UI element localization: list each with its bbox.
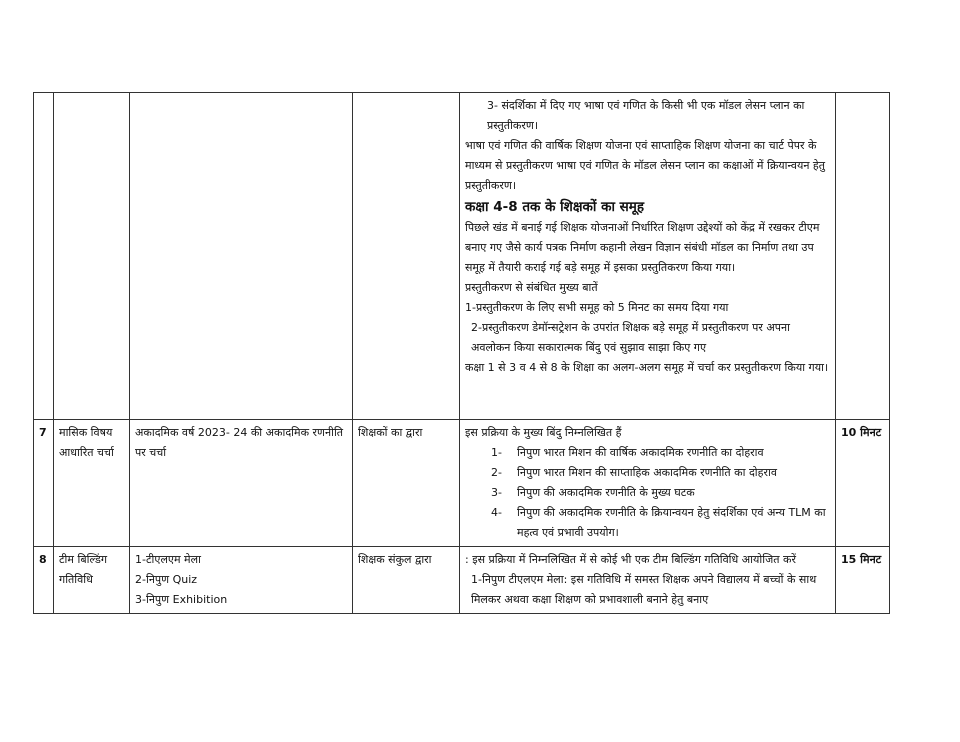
duration: 15 मिनट <box>836 547 890 614</box>
cell-by <box>353 93 460 420</box>
cell-content <box>130 93 353 420</box>
point-1: 1-प्रस्तुतीकरण के लिए सभी समूह को 5 मिनट का समय दिया गया <box>465 301 729 314</box>
schedule-table <box>33 92 890 614</box>
cell-process <box>460 93 836 420</box>
group-heading: कक्षा 4-8 तक के शिक्षकों का समूह <box>465 199 645 215</box>
activity-name: मासिक विषय आधारित चर्चा <box>54 420 130 547</box>
activity-content <box>130 547 353 614</box>
conducted-by: शिक्षकों का द्वारा <box>353 420 460 547</box>
cell-activity <box>54 93 130 420</box>
list-item: 1- निपुण भारत मिशन की वार्षिक अकादमिक रणनीति का दोहराव <box>491 446 764 459</box>
conducted-by: शिक्षक संकुल द्वारा <box>353 547 460 614</box>
cell-time <box>836 93 890 420</box>
model-lesson-line: 3- संदर्शिका में दिए गए भाषा एवं गणित के किसी भी एक मॉडल लेसन प्लान का प्रस्तुतीकरण। <box>487 99 805 132</box>
annual-plan-line: भाषा एवं गणित की वार्षिक शिक्षण योजना एवं साप्ताहिक शिक्षण योजना का चार्ट पेपर के माध्यम से प्रस्तुतीकरण भाषा एवं गणित के मॉडल लेसन प्लान का कक्षाओं में क्रियान्वयन हेतु प्रस्तुतीकरण। <box>465 139 826 192</box>
point-3: कक्षा 1 से 3 व 4 से 8 के शिक्षा का अलग-अलग समूह में चर्चा कर प्रस्तुतीकरण किया गया। <box>465 361 829 374</box>
point-2: 2-प्रस्तुतीकरण डेमॉन्सट्रेशन के उपरांत शिक्षक बड़े समूह में प्रस्तुतीकरण पर अपना अवलोकन किया सकारात्मक बिंदु एवं सुझाव साझा किए गए <box>471 321 790 354</box>
process-intro: : इस प्रक्रिया में निम्नलिखित में से कोई भी एक टीम बिल्डिंग गतिविधि आयोजित करें <box>465 553 796 566</box>
item-tlm-fair: 1-टीएलएम मेला <box>135 553 201 566</box>
process-description: 1-निपुण टीएलएम मेला: इस गतिविधि में समस्त शिक्षक अपने विद्यालय में बच्चों के साथ मिलकर अथवा कक्षा शिक्षण को प्रभावशाली बनाने हेतु बनाए <box>471 573 817 606</box>
item-quiz: 2-निपुण Quiz <box>135 573 198 586</box>
table-row <box>34 420 890 547</box>
points-title: प्रस्तुतीकरण से संबंधित मुख्य बातें <box>465 281 598 294</box>
cell-no <box>34 93 54 420</box>
process-cell <box>460 547 836 614</box>
process-intro: इस प्रक्रिया के मुख्य बिंदु निम्नलिखित हैं <box>465 426 622 439</box>
process-points <box>465 443 830 543</box>
table-row <box>34 547 890 614</box>
list-item: 2- निपुण भारत मिशन की साप्ताहिक अकादमिक रणनीति का दोहराव <box>491 466 777 479</box>
row-number: 7 <box>34 420 54 547</box>
list-item: 4- निपुण की अकादमिक रणनीति के क्रियान्वयन हेतु संदर्शिका एवं अन्य TLM का महत्व एवं प्रभावी उपयोग। <box>491 506 826 539</box>
process-cell <box>460 420 836 547</box>
group-paragraph: पिछले खंड में बनाई गई शिक्षक योजनाओं निर्धारित शिक्षण उद्देश्यों को केंद्र में रखकर टीएम बनाए गए जैसे कार्य पत्रक निर्माण कहानी लेखन विज्ञान संबंधी मॉडल का निर्माण तथा उप समूह में तैयारी कराई गई बड़े समूह में इसका प्रस्तुतिकरण किया गया। <box>465 221 820 274</box>
table-row <box>34 93 890 420</box>
list-item: 3- निपुण की अकादमिक रणनीति के मुख्य घटक <box>491 486 695 499</box>
duration: 10 मिनट <box>836 420 890 547</box>
activity-content: अकादमिक वर्ष 2023- 24 की अकादमिक रणनीति पर चर्चा <box>130 420 353 547</box>
row-number: 8 <box>34 547 54 614</box>
item-exhibition: 3-निपुण Exhibition <box>135 593 228 606</box>
activity-name: टीम बिल्डिंग गतिविधि <box>54 547 130 614</box>
